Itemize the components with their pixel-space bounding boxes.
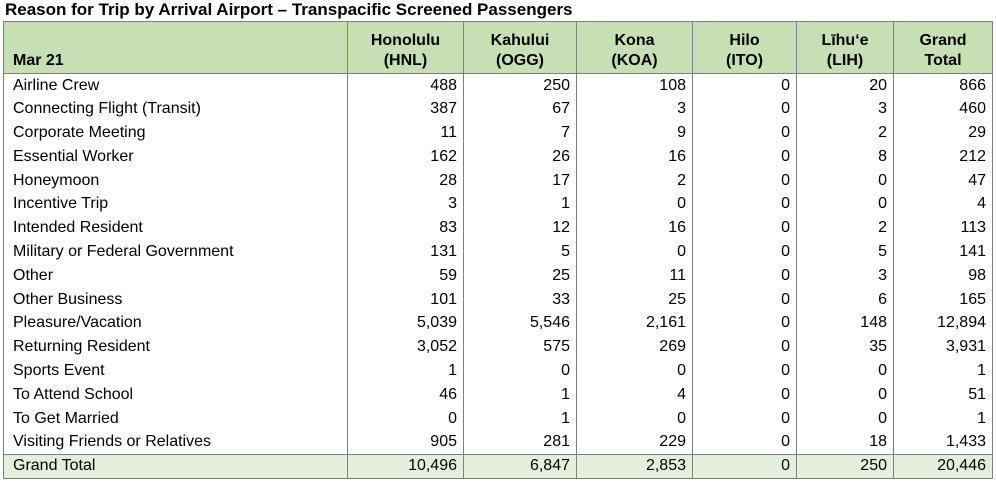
value-cell: 1 — [464, 383, 577, 407]
value-cell: 387 — [348, 97, 464, 121]
value-cell: 0 — [577, 407, 693, 431]
total-cell: 250 — [797, 454, 894, 478]
value-cell: 17 — [464, 169, 577, 193]
value-cell: 0 — [577, 359, 693, 383]
table-row — [4, 359, 993, 383]
table-row — [4, 216, 993, 240]
value-cell: 67 — [464, 97, 577, 121]
table-row — [4, 430, 993, 454]
value-cell: 269 — [577, 335, 693, 359]
value-cell: 28 — [348, 169, 464, 193]
row-label: To Attend School — [4, 383, 348, 407]
value-cell: 0 — [797, 383, 894, 407]
value-cell: 1,433 — [894, 430, 993, 454]
row-label: Corporate Meeting — [4, 121, 348, 145]
value-cell: 5,039 — [348, 311, 464, 335]
value-cell: 101 — [348, 288, 464, 312]
row-label: Pleasure/Vacation — [4, 311, 348, 335]
value-cell: 1 — [894, 359, 993, 383]
table-row — [4, 240, 993, 264]
value-cell: 131 — [348, 240, 464, 264]
row-label: Returning Resident — [4, 335, 348, 359]
row-label: Incentive Trip — [4, 192, 348, 216]
value-cell: 35 — [797, 335, 894, 359]
header-row — [4, 22, 993, 74]
value-cell: 0 — [348, 407, 464, 431]
value-cell: 0 — [693, 288, 797, 312]
column-header-koa: Kona (KOA) — [577, 22, 693, 74]
table-row — [4, 192, 993, 216]
value-cell: 0 — [693, 97, 797, 121]
value-cell: 575 — [464, 335, 577, 359]
table-row — [4, 407, 993, 431]
value-cell: 3 — [797, 264, 894, 288]
value-cell: 905 — [348, 430, 464, 454]
value-cell: 98 — [894, 264, 993, 288]
value-cell: 250 — [464, 74, 577, 98]
column-header-grand-total: Grand Total — [894, 22, 993, 74]
reason-for-trip-table — [3, 21, 993, 479]
value-cell: 2 — [797, 216, 894, 240]
row-label: Military or Federal Government — [4, 240, 348, 264]
value-cell: 0 — [693, 264, 797, 288]
value-cell: 4 — [894, 192, 993, 216]
value-cell: 148 — [797, 311, 894, 335]
value-cell: 18 — [797, 430, 894, 454]
value-cell: 5,546 — [464, 311, 577, 335]
value-cell: 141 — [894, 240, 993, 264]
value-cell: 1 — [348, 359, 464, 383]
value-cell: 59 — [348, 264, 464, 288]
value-cell: 0 — [797, 359, 894, 383]
value-cell: 8 — [797, 145, 894, 169]
value-cell: 6 — [797, 288, 894, 312]
value-cell: 11 — [348, 121, 464, 145]
row-label: Other Business — [4, 288, 348, 312]
table-title: Reason for Trip by Arrival Airport – Transpacific Screened Passengers — [5, 0, 573, 19]
row-label: Honeymoon — [4, 169, 348, 193]
value-cell: 108 — [577, 74, 693, 98]
total-cell: 10,496 — [348, 454, 464, 478]
value-cell: 3 — [577, 97, 693, 121]
value-cell: 0 — [693, 359, 797, 383]
table-row — [4, 169, 993, 193]
value-cell: 1 — [894, 407, 993, 431]
value-cell: 2,161 — [577, 311, 693, 335]
value-cell: 212 — [894, 145, 993, 169]
table-row — [4, 383, 993, 407]
value-cell: 3,052 — [348, 335, 464, 359]
value-cell: 5 — [464, 240, 577, 264]
value-cell: 0 — [693, 240, 797, 264]
value-cell: 0 — [693, 430, 797, 454]
value-cell: 11 — [577, 264, 693, 288]
value-cell: 51 — [894, 383, 993, 407]
row-label: Intended Resident — [4, 216, 348, 240]
table-row — [4, 145, 993, 169]
value-cell: 0 — [797, 192, 894, 216]
table-body — [4, 74, 993, 455]
value-cell: 488 — [348, 74, 464, 98]
table-row — [4, 288, 993, 312]
table-row — [4, 97, 993, 121]
value-cell: 460 — [894, 97, 993, 121]
value-cell: 1 — [464, 192, 577, 216]
value-cell: 866 — [894, 74, 993, 98]
table-row — [4, 121, 993, 145]
table-row — [4, 311, 993, 335]
value-cell: 113 — [894, 216, 993, 240]
value-cell: 9 — [577, 121, 693, 145]
row-label: Sports Event — [4, 359, 348, 383]
value-cell: 0 — [693, 145, 797, 169]
value-cell: 25 — [577, 288, 693, 312]
value-cell: 4 — [577, 383, 693, 407]
row-label: To Get Married — [4, 407, 348, 431]
value-cell: 7 — [464, 121, 577, 145]
value-cell: 2 — [797, 121, 894, 145]
value-cell: 20 — [797, 74, 894, 98]
value-cell: 26 — [464, 145, 577, 169]
value-cell: 0 — [693, 74, 797, 98]
value-cell: 165 — [894, 288, 993, 312]
table-row — [4, 335, 993, 359]
value-cell: 0 — [693, 216, 797, 240]
value-cell: 0 — [693, 407, 797, 431]
value-cell: 162 — [348, 145, 464, 169]
total-cell: 6,847 — [464, 454, 577, 478]
value-cell: 47 — [894, 169, 993, 193]
value-cell: 2 — [577, 169, 693, 193]
column-header-ito: Hilo (ITO) — [693, 22, 797, 74]
column-header-hnl: Honolulu (HNL) — [348, 22, 464, 74]
value-cell: 83 — [348, 216, 464, 240]
value-cell: 0 — [797, 169, 894, 193]
value-cell: 46 — [348, 383, 464, 407]
period-header: Mar 21 — [4, 22, 348, 74]
value-cell: 1 — [464, 407, 577, 431]
value-cell: 0 — [693, 169, 797, 193]
value-cell: 29 — [894, 121, 993, 145]
value-cell: 25 — [464, 264, 577, 288]
value-cell: 229 — [577, 430, 693, 454]
row-label: Connecting Flight (Transit) — [4, 97, 348, 121]
value-cell: 16 — [577, 216, 693, 240]
row-label: Visiting Friends or Relatives — [4, 430, 348, 454]
value-cell: 12 — [464, 216, 577, 240]
value-cell: 3 — [348, 192, 464, 216]
row-label: Other — [4, 264, 348, 288]
total-cell: 0 — [693, 454, 797, 478]
table-row — [4, 264, 993, 288]
column-header-ogg: Kahului (OGG) — [464, 22, 577, 74]
column-header-lih: Līhu‘e (LIH) — [797, 22, 894, 74]
total-cell: 2,853 — [577, 454, 693, 478]
value-cell: 0 — [797, 407, 894, 431]
value-cell: 3 — [797, 97, 894, 121]
row-label: Airline Crew — [4, 74, 348, 98]
value-cell: 0 — [577, 240, 693, 264]
value-cell: 0 — [693, 383, 797, 407]
value-cell: 0 — [693, 311, 797, 335]
grand-total-row — [4, 454, 993, 478]
total-cell: 20,446 — [894, 454, 993, 478]
value-cell: 33 — [464, 288, 577, 312]
row-label: Essential Worker — [4, 145, 348, 169]
value-cell: 3,931 — [894, 335, 993, 359]
value-cell: 281 — [464, 430, 577, 454]
value-cell: 0 — [464, 359, 577, 383]
table-row — [4, 74, 993, 98]
value-cell: 12,894 — [894, 311, 993, 335]
value-cell: 0 — [693, 121, 797, 145]
value-cell: 0 — [693, 335, 797, 359]
value-cell: 0 — [693, 192, 797, 216]
value-cell: 5 — [797, 240, 894, 264]
value-cell: 0 — [577, 192, 693, 216]
grand-total-label: Grand Total — [4, 454, 348, 478]
value-cell: 16 — [577, 145, 693, 169]
